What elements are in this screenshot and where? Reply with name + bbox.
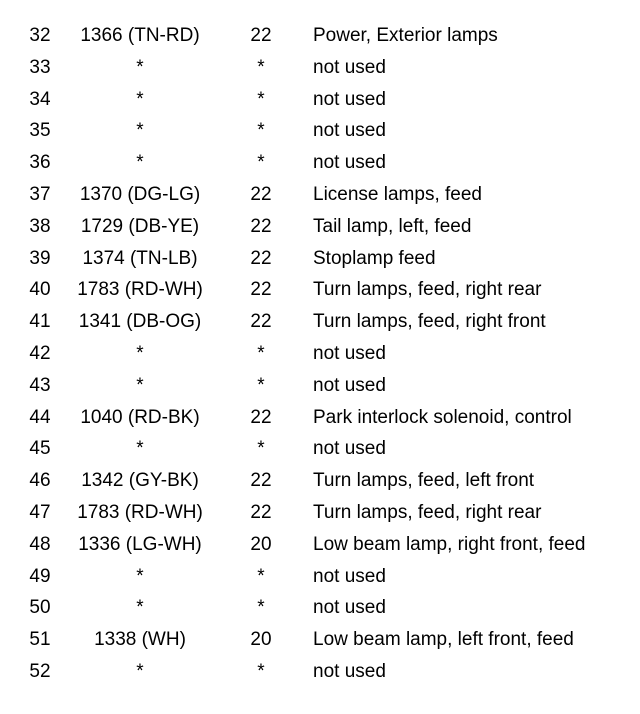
circuit-id: * [136,120,144,142]
table-row [0,20,640,52]
table-row [0,115,640,147]
pin-function: not used [313,660,386,682]
pin-function: License lamps, feed [313,183,482,205]
pin-function: Turn lamps, feed, left front [313,470,535,492]
table-row [0,497,640,529]
table-row [0,338,640,370]
wire-gauge: * [257,660,265,682]
circuit-id: * [136,88,144,110]
circuit-id: 1783 (RD-WH) [77,501,203,523]
wire-gauge: * [257,565,265,587]
pin-number: 41 [29,311,51,333]
wire-gauge: 22 [250,501,272,523]
wire-gauge: * [257,152,265,174]
wire-gauge: 22 [250,406,272,428]
table-row [0,147,640,179]
pin-function: not used [313,120,386,142]
pin-number: 37 [29,183,51,205]
pin-function: not used [313,374,386,396]
pin-function: Park interlock solenoid, control [313,406,572,428]
table-row [0,402,640,434]
table-row [0,592,640,624]
pin-number: 52 [29,660,51,682]
table-row [0,306,640,338]
wire-gauge: 22 [250,25,272,46]
table-row [0,52,640,84]
pin-function: Turn lamps, feed, right front [313,311,546,333]
pin-number: 36 [29,152,51,174]
table-row [0,84,640,116]
pin-function: Power, Exterior lamps [313,25,498,46]
pin-function: not used [313,438,386,460]
circuit-id: 1783 (RD-WH) [77,279,203,301]
pin-number: 44 [29,406,51,428]
circuit-id: * [136,565,144,587]
circuit-id: 1336 (LG-WH) [78,533,202,555]
table-row [0,561,640,593]
pin-number: 45 [29,438,51,460]
pin-number: 43 [29,374,51,396]
pin-function: not used [313,342,386,364]
pin-number: 38 [29,215,51,237]
wire-gauge: 22 [250,183,272,205]
wire-gauge: 20 [250,629,272,651]
wire-gauge: * [257,374,265,396]
wire-gauge: * [257,597,265,619]
pin-function: not used [313,56,386,78]
pin-number: 48 [29,533,51,555]
table-row [0,465,640,497]
table-row [0,274,640,306]
circuit-id: 1370 (DG-LG) [79,183,201,205]
circuit-id: 1341 (DB-OG) [78,311,202,333]
pin-number: 42 [29,342,51,364]
pin-function: not used [313,152,386,174]
circuit-id: * [136,597,144,619]
pin-number: 39 [29,247,51,269]
wire-gauge: * [257,56,265,78]
table-row [0,179,640,211]
pin-function: not used [313,88,386,110]
pin-function: Turn lamps, feed, right rear [313,501,542,523]
circuit-id: 1342 (GY-BK) [81,470,199,492]
table-row [0,370,640,402]
wire-gauge: * [257,120,265,142]
wire-gauge: * [257,438,265,460]
pin-function: Turn lamps, feed, right rear [313,279,542,301]
pin-function: not used [313,597,386,619]
circuit-id: * [136,374,144,396]
table-row [0,243,640,275]
pin-function: Tail lamp, left, feed [313,215,472,237]
circuit-id: * [136,342,144,364]
table-row [0,529,640,561]
table-row [0,211,640,243]
pin-number: 51 [29,629,51,651]
circuit-id: 1366 (TN-RD) [80,25,200,46]
circuit-id: * [136,152,144,174]
pin-number: 49 [29,565,51,587]
pin-number: 46 [29,470,51,492]
pin-function: Low beam lamp, left front, feed [313,629,574,651]
pin-number: 35 [29,120,51,142]
circuit-id: 1040 (RD-BK) [80,406,200,428]
table-row [0,433,640,465]
circuit-id: 1374 (TN-LB) [82,247,198,269]
table-row [0,624,640,656]
pin-number: 32 [29,25,51,46]
circuit-id: 1729 (DB-YE) [80,215,200,237]
wire-gauge: 22 [250,311,272,333]
pin-number: 50 [29,597,51,619]
pin-number: 40 [29,279,51,301]
wire-gauge: 22 [250,470,272,492]
pin-function: Stoplamp feed [313,247,436,269]
wire-gauge: 22 [250,247,272,269]
circuit-id: 1338 (WH) [94,629,186,651]
circuit-id: * [136,438,144,460]
wire-gauge: * [257,88,265,110]
pin-number: 34 [29,88,51,110]
pin-number: 33 [29,56,51,78]
pin-number: 47 [29,501,51,523]
pin-function: Low beam lamp, right front, feed [313,533,586,555]
table-row [0,656,640,688]
pin-function: not used [313,565,386,587]
wire-gauge: 22 [250,279,272,301]
circuit-id: * [136,660,144,682]
wire-gauge: 20 [250,533,272,555]
wire-gauge: 22 [250,215,272,237]
pin-table [0,20,640,688]
circuit-id: * [136,56,144,78]
wire-gauge: * [257,342,265,364]
